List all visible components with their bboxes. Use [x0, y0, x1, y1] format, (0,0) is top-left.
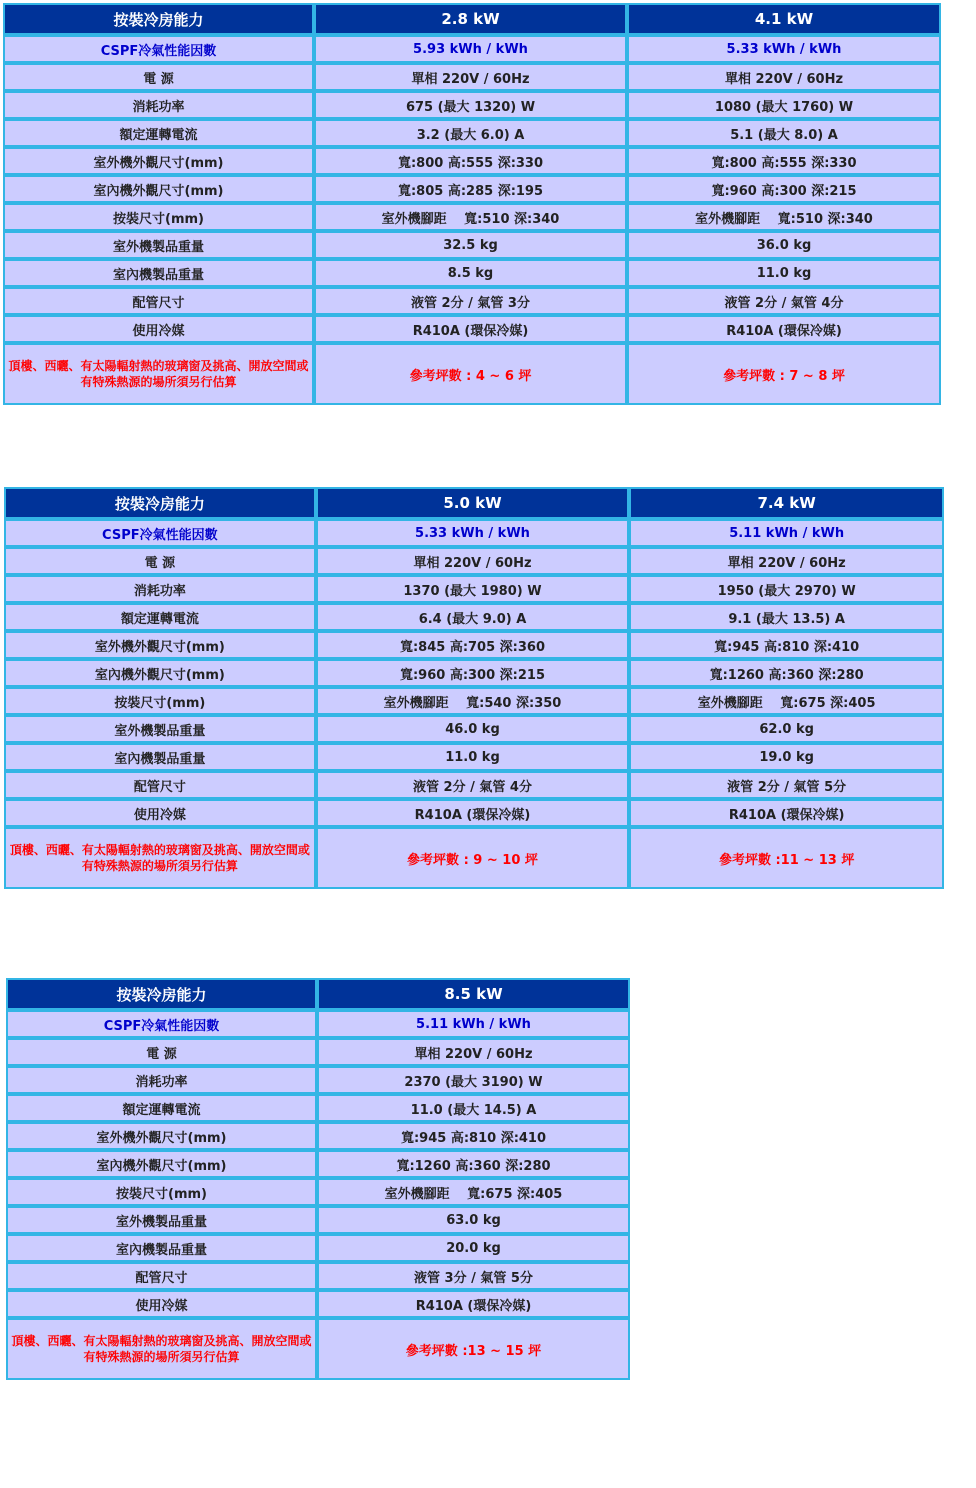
refrigerant-value: R410A (環保冷媒) — [317, 1290, 630, 1318]
table-row — [3, 315, 941, 343]
row-label-install-size: 按裝尺寸(mm) — [6, 1178, 317, 1206]
pipe-size-value: 液管 2分 / 氣管 4分 — [316, 771, 630, 799]
table-row — [6, 1066, 630, 1094]
install-size-value: 室外機腳距 寬:510 深:340 — [627, 203, 941, 231]
spec-table-2 — [4, 487, 944, 889]
refrigerant-value: R410A (環保冷媒) — [314, 315, 627, 343]
reference-area: 參考坪數 : 7 ~ 8 坪 — [627, 343, 941, 405]
row-label-indoor-weight: 室內機製品重量 — [6, 1234, 317, 1262]
outdoor-size-value: 寬:800 高:555 深:330 — [314, 147, 627, 175]
table-row — [3, 119, 941, 147]
table-row-note — [3, 343, 941, 405]
table-row — [4, 687, 944, 715]
power-consumption-value: 1950 (最大 2970) W — [629, 575, 944, 603]
capacity-cell: 5.0 kW — [316, 487, 630, 519]
indoor-size-value: 寬:960 高:300 深:215 — [316, 659, 630, 687]
pipe-size-value: 液管 2分 / 氣管 4分 — [627, 287, 941, 315]
row-label-rated-current: 額定運轉電流 — [3, 119, 314, 147]
row-label-outdoor-size: 室外機外觀尺寸(mm) — [3, 147, 314, 175]
table-row — [4, 631, 944, 659]
row-label-outdoor-size: 室外機外觀尺寸(mm) — [4, 631, 316, 659]
capacity-cell: 7.4 kW — [629, 487, 944, 519]
table-row — [6, 1094, 630, 1122]
cspf-value: 5.93 kWh / kWh — [314, 35, 627, 63]
table-row — [6, 1122, 630, 1150]
table-row — [6, 1150, 630, 1178]
table-row — [6, 1038, 630, 1066]
outdoor-weight-value: 46.0 kg — [316, 715, 630, 743]
install-size-value: 室外機腳距 寬:675 深:405 — [317, 1178, 630, 1206]
indoor-size-value: 寬:805 高:285 深:195 — [314, 175, 627, 203]
row-label-indoor-size: 室內機外觀尺寸(mm) — [4, 659, 316, 687]
row-label-cspf: CSPF冷氣性能因數 — [6, 1010, 317, 1038]
reference-area: 參考坪數 : 4 ~ 6 坪 — [314, 343, 627, 405]
rated-current-value: 11.0 (最大 14.5) A — [317, 1094, 630, 1122]
row-label-power-source: 電 源 — [4, 547, 316, 575]
row-label-pipe-size: 配管尺寸 — [6, 1262, 317, 1290]
pipe-size-value: 液管 2分 / 氣管 3分 — [314, 287, 627, 315]
table-header-row — [4, 487, 944, 519]
cspf-value: 5.33 kWh / kWh — [627, 35, 941, 63]
table-row — [4, 547, 944, 575]
capacity-cell: 2.8 kW — [314, 3, 627, 35]
rated-current-value: 5.1 (最大 8.0) A — [627, 119, 941, 147]
row-label-power-source: 電 源 — [6, 1038, 317, 1066]
outdoor-size-value: 寬:945 高:810 深:410 — [629, 631, 944, 659]
row-label-outdoor-weight: 室外機製品重量 — [3, 231, 314, 259]
outdoor-weight-value: 62.0 kg — [629, 715, 944, 743]
row-label-indoor-size: 室內機外觀尺寸(mm) — [6, 1150, 317, 1178]
table-row — [4, 771, 944, 799]
header-label: 按裝冷房能力 — [6, 978, 317, 1010]
row-label-power-source: 電 源 — [3, 63, 314, 91]
table-row — [6, 1290, 630, 1318]
outdoor-weight-value: 63.0 kg — [317, 1206, 630, 1234]
table-header-row — [3, 3, 941, 35]
indoor-weight-value: 19.0 kg — [629, 743, 944, 771]
rated-current-value: 6.4 (最大 9.0) A — [316, 603, 630, 631]
row-label-refrigerant: 使用冷媒 — [3, 315, 314, 343]
row-label-power-consumption: 消耗功率 — [3, 91, 314, 119]
table-row — [3, 259, 941, 287]
table-row — [3, 175, 941, 203]
cspf-value: 5.11 kWh / kWh — [629, 519, 944, 547]
header-label: 按裝冷房能力 — [4, 487, 316, 519]
table-row — [4, 799, 944, 827]
indoor-size-value: 寬:960 高:300 深:215 — [627, 175, 941, 203]
indoor-weight-value: 8.5 kg — [314, 259, 627, 287]
table-row — [6, 1234, 630, 1262]
table-row — [3, 287, 941, 315]
row-label-pipe-size: 配管尺寸 — [3, 287, 314, 315]
cspf-value: 5.11 kWh / kWh — [317, 1010, 630, 1038]
install-size-value: 室外機腳距 寬:540 深:350 — [316, 687, 630, 715]
table-row — [6, 1178, 630, 1206]
outdoor-size-value: 寬:945 高:810 深:410 — [317, 1122, 630, 1150]
table-row — [3, 231, 941, 259]
row-label-outdoor-weight: 室外機製品重量 — [4, 715, 316, 743]
rated-current-value: 3.2 (最大 6.0) A — [314, 119, 627, 147]
power-source-value: 單相 220V / 60Hz — [317, 1038, 630, 1066]
warning-note: 頂樓、西曬、有太陽輻射熱的玻璃窗及挑高、開放空間或有特殊熱源的場所須另行估算 — [3, 343, 314, 405]
power-source-value: 單相 220V / 60Hz — [627, 63, 941, 91]
table-row — [3, 91, 941, 119]
table-row-note — [4, 827, 944, 889]
indoor-size-value: 寬:1260 高:360 深:280 — [317, 1150, 630, 1178]
table-row — [6, 1206, 630, 1234]
reference-area: 參考坪數 : 9 ~ 10 坪 — [316, 827, 630, 889]
header-label: 按裝冷房能力 — [3, 3, 314, 35]
row-label-install-size: 按裝尺寸(mm) — [3, 203, 314, 231]
indoor-size-value: 寬:1260 高:360 深:280 — [629, 659, 944, 687]
row-label-power-consumption: 消耗功率 — [6, 1066, 317, 1094]
indoor-weight-value: 11.0 kg — [316, 743, 630, 771]
refrigerant-value: R410A (環保冷媒) — [629, 799, 944, 827]
power-consumption-value: 1080 (最大 1760) W — [627, 91, 941, 119]
outdoor-size-value: 寬:800 高:555 深:330 — [627, 147, 941, 175]
row-label-indoor-weight: 室內機製品重量 — [3, 259, 314, 287]
row-label-cspf: CSPF冷氣性能因數 — [4, 519, 316, 547]
reference-area: 參考坪數 :13 ~ 15 坪 — [317, 1318, 630, 1380]
table-row — [3, 203, 941, 231]
warning-note: 頂樓、西曬、有太陽輻射熱的玻璃窗及挑高、開放空間或有特殊熱源的場所須另行估算 — [6, 1318, 317, 1380]
outdoor-weight-value: 36.0 kg — [627, 231, 941, 259]
power-source-value: 單相 220V / 60Hz — [629, 547, 944, 575]
table-row — [4, 715, 944, 743]
spec-table-1 — [3, 3, 941, 405]
power-consumption-value: 2370 (最大 3190) W — [317, 1066, 630, 1094]
table-row — [3, 147, 941, 175]
warning-note: 頂樓、西曬、有太陽輻射熱的玻璃窗及挑高、開放空間或有特殊熱源的場所須另行估算 — [4, 827, 316, 889]
power-source-value: 單相 220V / 60Hz — [314, 63, 627, 91]
row-label-indoor-size: 室內機外觀尺寸(mm) — [3, 175, 314, 203]
row-label-outdoor-weight: 室外機製品重量 — [6, 1206, 317, 1234]
power-consumption-value: 1370 (最大 1980) W — [316, 575, 630, 603]
table-row — [4, 743, 944, 771]
row-label-power-consumption: 消耗功率 — [4, 575, 316, 603]
table-row-note — [6, 1318, 630, 1380]
power-source-value: 單相 220V / 60Hz — [316, 547, 630, 575]
row-label-refrigerant: 使用冷媒 — [4, 799, 316, 827]
row-label-install-size: 按裝尺寸(mm) — [4, 687, 316, 715]
install-size-value: 室外機腳距 寬:675 深:405 — [629, 687, 944, 715]
power-consumption-value: 675 (最大 1320) W — [314, 91, 627, 119]
capacity-cell: 4.1 kW — [627, 3, 941, 35]
outdoor-weight-value: 32.5 kg — [314, 231, 627, 259]
refrigerant-value: R410A (環保冷媒) — [627, 315, 941, 343]
cspf-value: 5.33 kWh / kWh — [316, 519, 630, 547]
row-label-rated-current: 額定運轉電流 — [4, 603, 316, 631]
outdoor-size-value: 寬:845 高:705 深:360 — [316, 631, 630, 659]
table-row — [3, 63, 941, 91]
row-label-outdoor-size: 室外機外觀尺寸(mm) — [6, 1122, 317, 1150]
refrigerant-value: R410A (環保冷媒) — [316, 799, 630, 827]
table-row — [4, 659, 944, 687]
row-label-indoor-weight: 室內機製品重量 — [4, 743, 316, 771]
table-row — [3, 35, 941, 63]
pipe-size-value: 液管 3分 / 氣管 5分 — [317, 1262, 630, 1290]
table-row — [6, 1262, 630, 1290]
pipe-size-value: 液管 2分 / 氣管 5分 — [629, 771, 944, 799]
row-label-cspf: CSPF冷氣性能因數 — [3, 35, 314, 63]
row-label-pipe-size: 配管尺寸 — [4, 771, 316, 799]
install-size-value: 室外機腳距 寬:510 深:340 — [314, 203, 627, 231]
row-label-refrigerant: 使用冷媒 — [6, 1290, 317, 1318]
indoor-weight-value: 11.0 kg — [627, 259, 941, 287]
indoor-weight-value: 20.0 kg — [317, 1234, 630, 1262]
table-row — [4, 603, 944, 631]
rated-current-value: 9.1 (最大 13.5) A — [629, 603, 944, 631]
row-label-rated-current: 額定運轉電流 — [6, 1094, 317, 1122]
spec-table-3 — [6, 978, 630, 1380]
table-row — [4, 519, 944, 547]
table-row — [6, 1010, 630, 1038]
reference-area: 參考坪數 :11 ~ 13 坪 — [629, 827, 944, 889]
table-header-row — [6, 978, 630, 1010]
table-row — [4, 575, 944, 603]
capacity-cell: 8.5 kW — [317, 978, 630, 1010]
